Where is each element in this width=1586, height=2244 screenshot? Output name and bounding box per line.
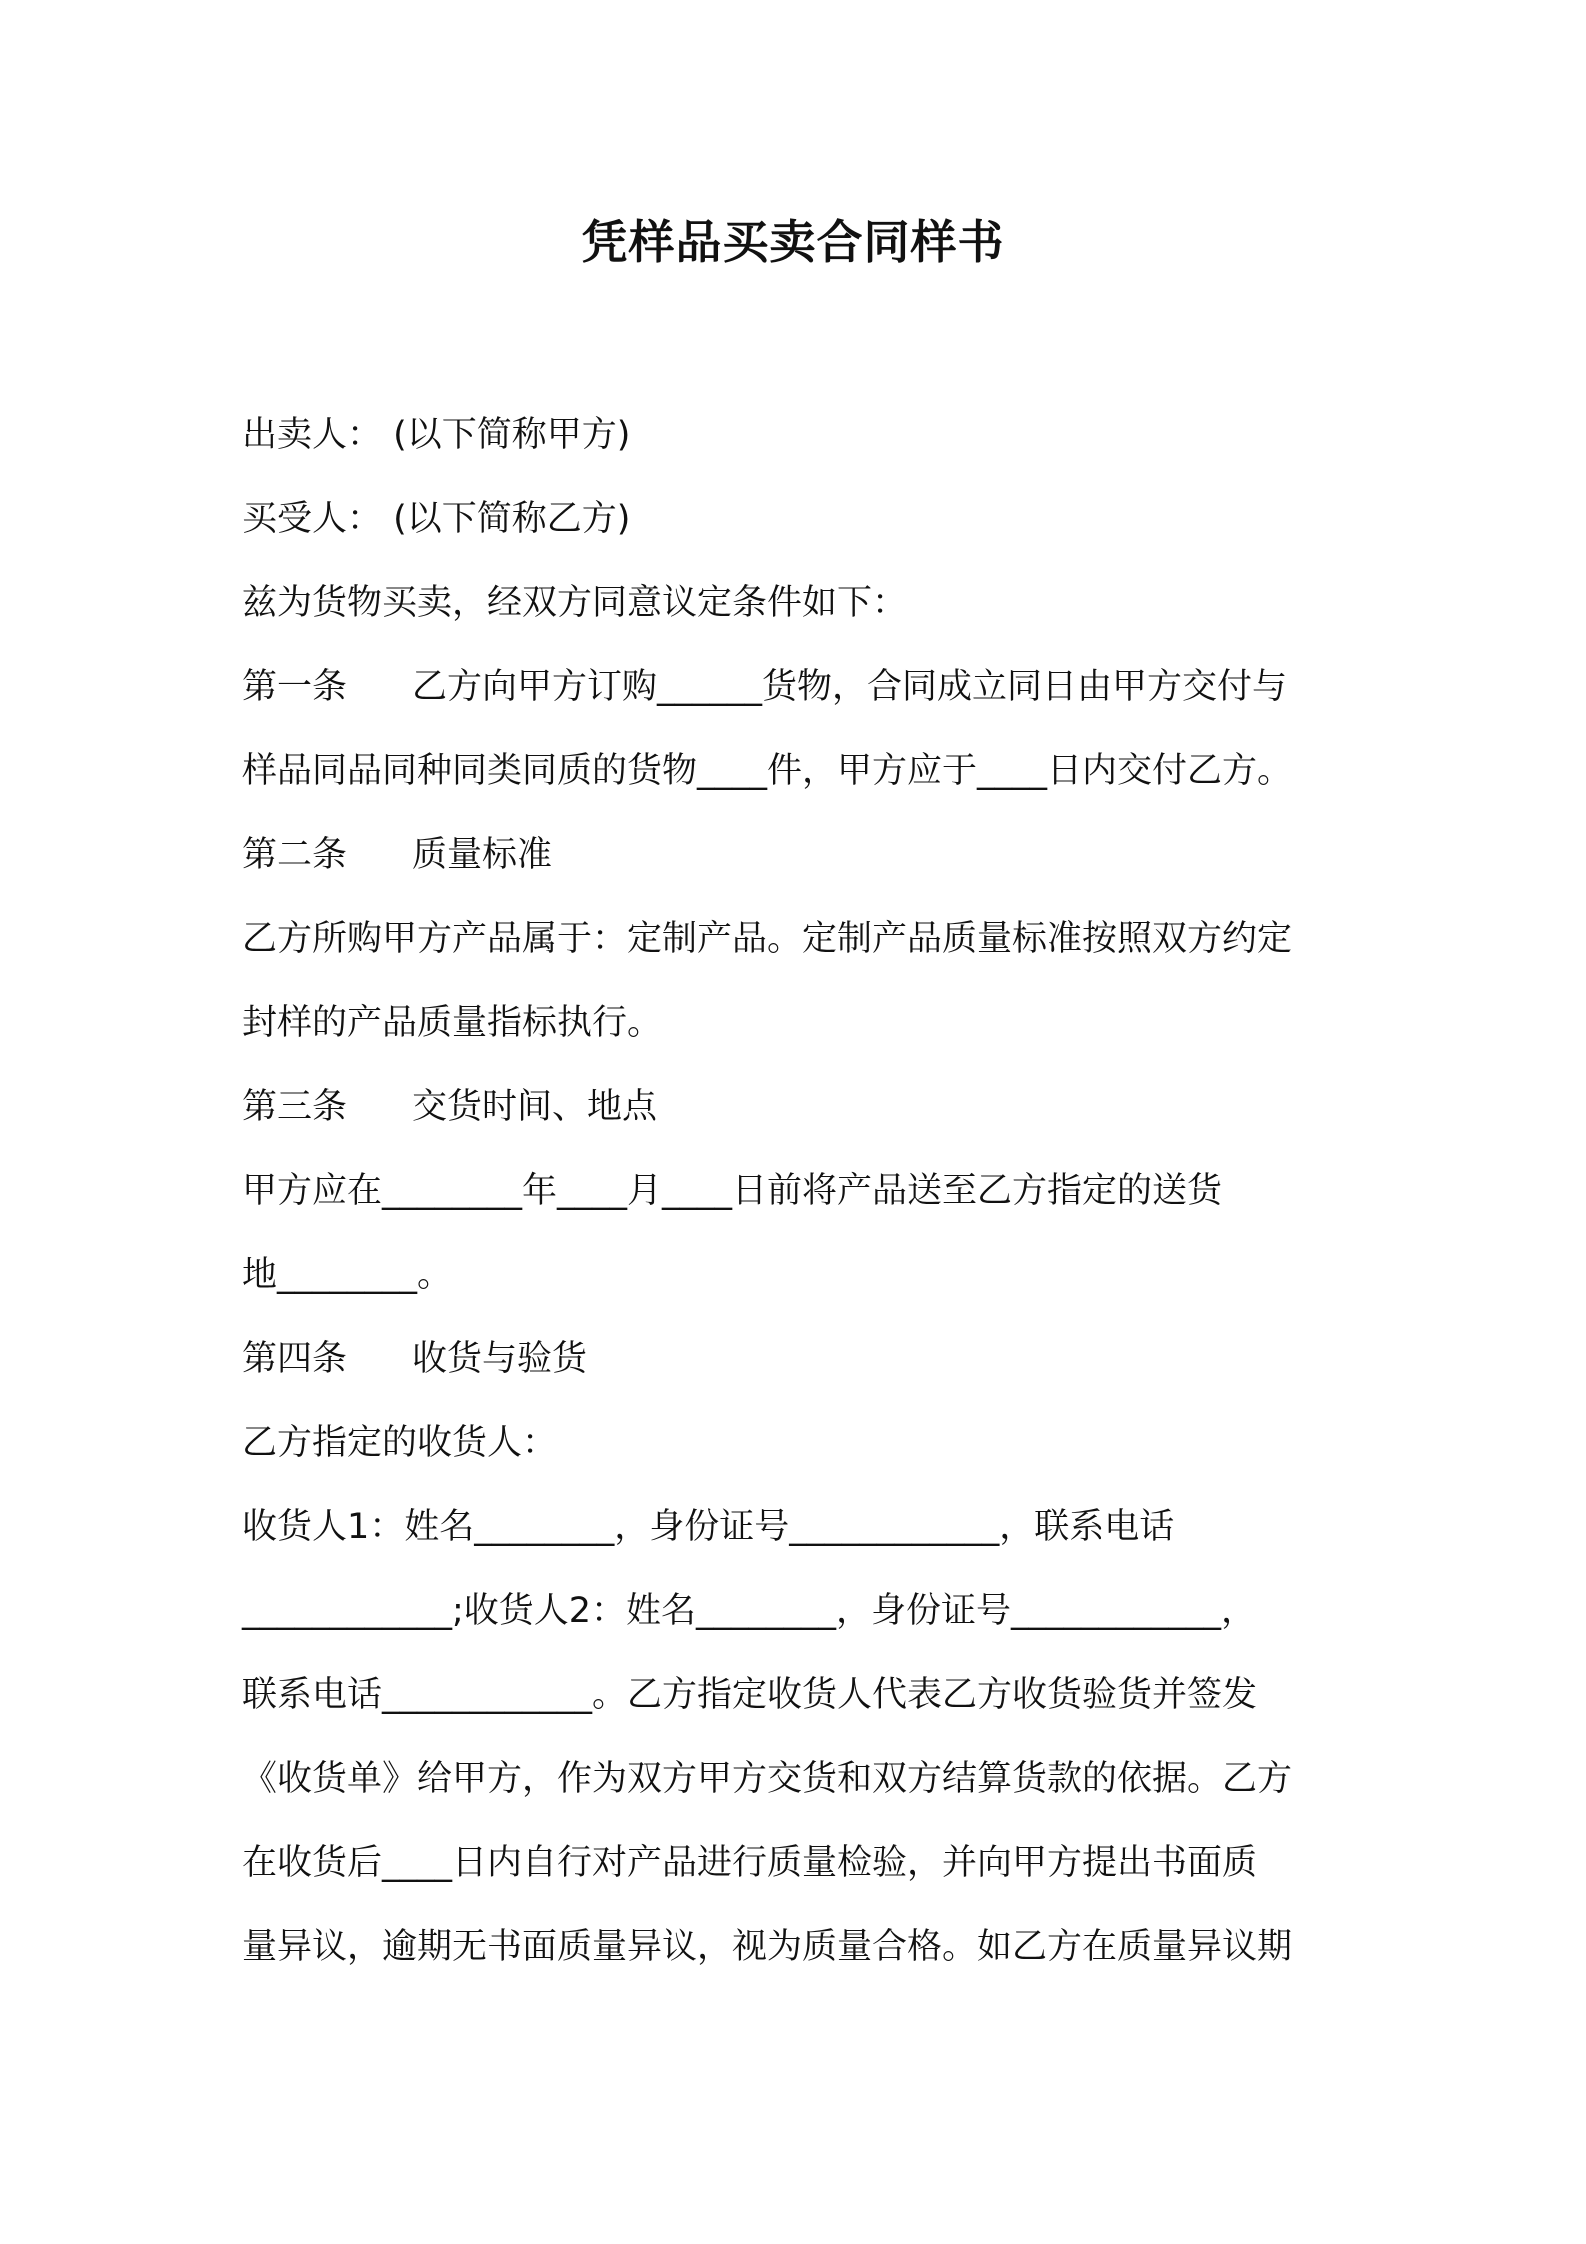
article-4-number: 第四条 (242, 1339, 348, 1379)
article-3-line-1: 甲方应在________年____月____日前将产品送至乙方指定的送货 (242, 1171, 1223, 1211)
article-3-name: 交货时间、地点 (412, 1087, 658, 1127)
article-3-heading (242, 1082, 1362, 1132)
article-2-heading (242, 830, 1362, 880)
article-1-line (242, 662, 1362, 712)
article-1-line-2: 样品同品同种同类同质的货物____件，甲方应于____日内交付乙方。 (242, 751, 1293, 791)
article-4-heading (242, 1334, 1362, 1384)
article-2-number: 第二条 (242, 835, 348, 875)
article-4-line-1: 乙方指定的收货人： (242, 1423, 558, 1463)
article-4-line-7: 量异议，逾期无书面质量异议，视为质量合格。如乙方在质量异议期 (242, 1927, 1293, 1967)
article-4-line-5: 《收货单》给甲方，作为双方甲方交货和双方结算货款的依据。乙方 (242, 1759, 1293, 1799)
article-1-text: 乙方向甲方订购______货物，合同成立同日由甲方交付与 (412, 667, 1288, 707)
article-2-line-2: 封样的产品质量指标执行。 (242, 1003, 663, 1043)
article-1-number: 第一条 (242, 667, 348, 707)
article-2-name: 质量标准 (412, 835, 553, 875)
article-4-line-2: 收货人1：姓名________，身份证号____________，联系电话 (242, 1507, 1175, 1547)
preamble-line: 兹为货物买卖，经双方同意议定条件如下： (242, 583, 908, 623)
article-3-number: 第三条 (242, 1087, 348, 1127)
article-4-name: 收货与验货 (412, 1339, 588, 1379)
article-4-line-6: 在收货后____日内自行对产品进行质量检验，并向甲方提出书面质 (242, 1843, 1258, 1883)
article-4-line-4: 联系电话____________。乙方指定收货人代表乙方收货验货并签发 (242, 1675, 1258, 1715)
document-title: 凭样品买卖合同样书 (581, 215, 1005, 269)
seller-line: 出卖人： (以下简称甲方) (242, 415, 631, 455)
article-3-line-2: 地________。 (242, 1255, 453, 1295)
article-4-line-3: ____________;收货人2：姓名________，身份证号____________， (242, 1591, 1257, 1631)
article-2-line-1: 乙方所购甲方产品属于：定制产品。定制产品质量标准按照双方约定 (242, 919, 1293, 959)
buyer-line: 买受人： (以下简称乙方) (242, 499, 631, 539)
